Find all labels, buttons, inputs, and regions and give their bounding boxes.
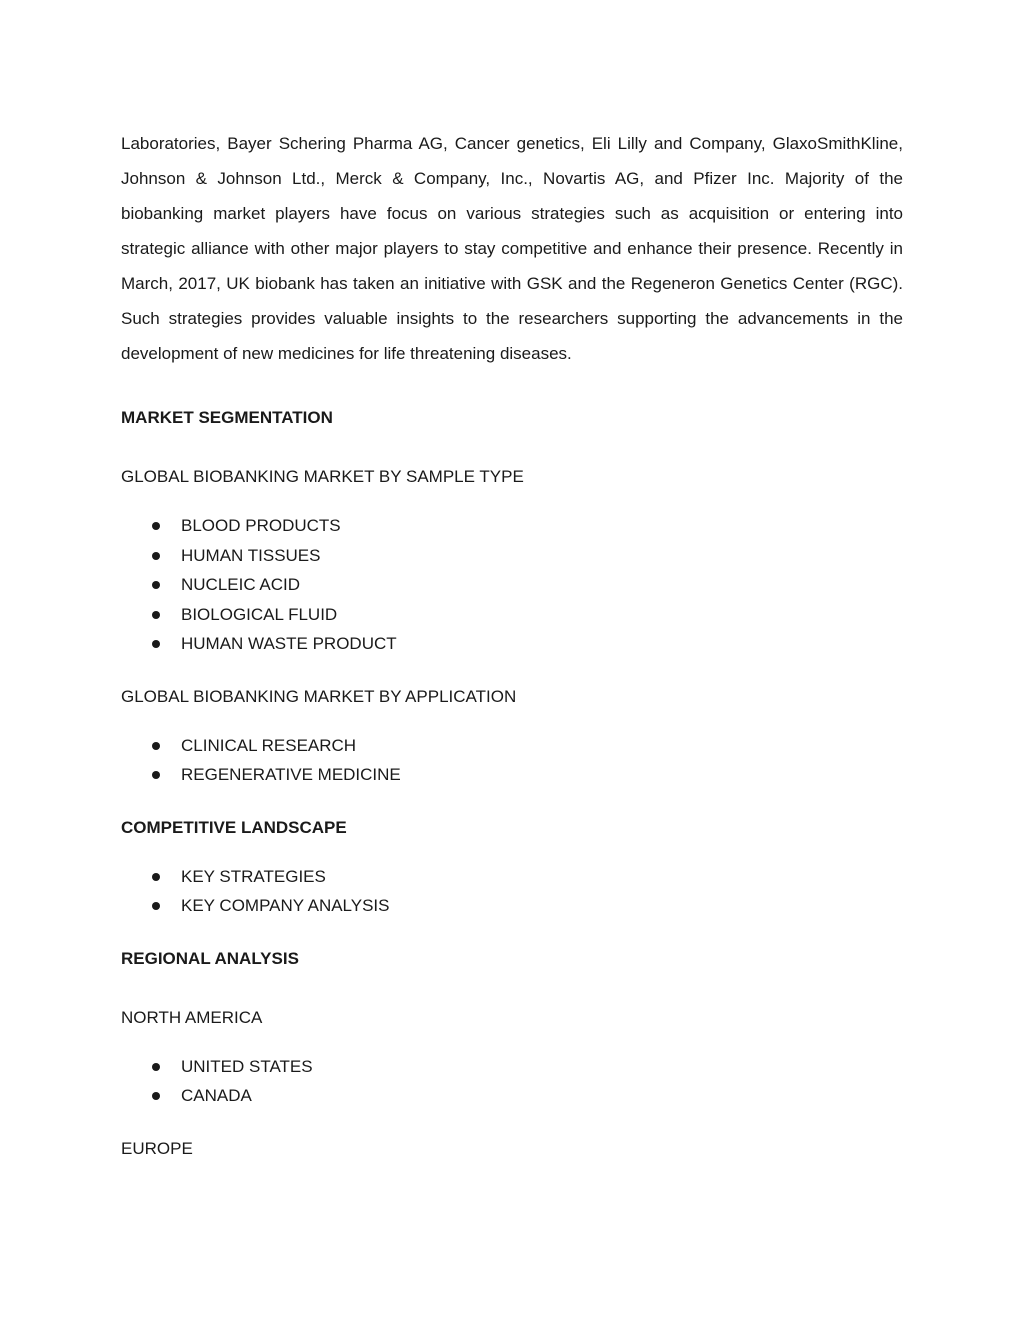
sample-type-heading: GLOBAL BIOBANKING MARKET BY SAMPLE TYPE	[121, 467, 524, 486]
bullet-icon	[152, 771, 160, 779]
bullet-icon	[152, 873, 160, 881]
list-item	[121, 1052, 903, 1082]
list-item	[121, 891, 903, 921]
list-item	[121, 862, 903, 892]
sample-type-list	[121, 511, 903, 659]
list-item	[121, 629, 903, 659]
regional-analysis-heading: REGIONAL ANALYSIS	[121, 948, 299, 968]
application-list	[121, 731, 903, 790]
list-item-label: CANADA	[181, 1086, 252, 1105]
application-heading: GLOBAL BIOBANKING MARKET BY APPLICATION	[121, 686, 517, 706]
bullet-icon	[152, 640, 160, 648]
bullet-icon	[152, 611, 160, 619]
bullet-icon	[152, 1063, 160, 1071]
list-item-label: NUCLEIC ACID	[181, 575, 301, 594]
list-item	[121, 1081, 903, 1111]
bullet-icon	[152, 581, 160, 589]
list-item-label: KEY COMPANY ANALYSIS	[181, 896, 390, 915]
competitive-landscape-list	[121, 862, 903, 921]
bullet-icon	[152, 742, 160, 750]
market-segmentation-heading: MARKET SEGMENTATION	[121, 408, 333, 427]
bullet-icon	[152, 1092, 160, 1100]
bullet-icon	[152, 552, 160, 560]
list-item	[121, 570, 903, 600]
list-item	[121, 511, 903, 541]
list-item-label: KEY STRATEGIES	[181, 866, 326, 886]
list-item-label: BLOOD PRODUCTS	[181, 516, 341, 535]
north-america-heading: NORTH AMERICA	[121, 1007, 263, 1027]
document-page	[121, 126, 903, 1161]
list-item-label: HUMAN TISSUES	[181, 545, 321, 565]
list-item-label: REGENERATIVE MEDICINE	[181, 765, 401, 784]
list-item-label: BIOLOGICAL FLUID	[181, 604, 338, 624]
list-item	[121, 600, 903, 630]
list-item	[121, 731, 903, 761]
list-item	[121, 760, 903, 790]
bullet-icon	[152, 902, 160, 910]
europe-heading: EUROPE	[121, 1138, 193, 1158]
bullet-icon	[152, 522, 160, 530]
north-america-list	[121, 1052, 903, 1111]
intro-paragraph: Laboratories, Bayer Schering Pharma AG, Cancer genetics, Eli Lilly and Company, GlaxoSmithKline, Johnson & Johnson Ltd., Merck & Company, Inc., Novartis AG, and Pfizer Inc. Majority of the biobanking market players have focus on various strategies such as acquisition or entering into strategic alliance with other major players to stay competitive and enhance their presence. Recently in March, 2017, UK biobank has taken an initiative with GSK and the Regeneron Genetics Center (RGC). Such strategies provides valuable insights to the researchers supporting the advancements in the development of new medicines for life threatening diseases.	[121, 134, 903, 363]
list-item	[121, 541, 903, 571]
list-item-label: UNITED STATES	[181, 1056, 313, 1076]
list-item-label: HUMAN WASTE PRODUCT	[181, 634, 397, 653]
competitive-landscape-heading: COMPETITIVE LANDSCAPE	[121, 817, 347, 837]
list-item-label: CLINICAL RESEARCH	[181, 735, 357, 755]
